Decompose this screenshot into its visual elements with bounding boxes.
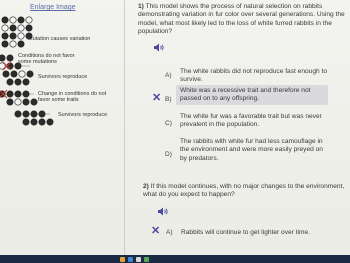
rabbit-dot — [2, 41, 8, 47]
incorrect-x-icon: ✕ — [151, 225, 161, 237]
rabbit-dot — [47, 119, 53, 125]
diagram-label-mutation: Mutation causes variation — [28, 36, 91, 42]
rabbit-dot — [23, 79, 29, 85]
rabbit-dot — [19, 71, 25, 77]
rabbit-dot — [23, 119, 29, 125]
q1-option-b[interactable]: White was a recessive trait and therefore not passed on to any offspring. — [180, 87, 311, 103]
diagram-label-survivors-2: Survivors reproduce — [58, 112, 108, 118]
question-1-text: This model shows the process of natural selection on rabbits demonstrating variation in fur color over several generations. Using the model, what most likely led to the loss of white furred rabbits in the population? — [138, 3, 345, 36]
app-icon[interactable] — [136, 257, 141, 262]
q1-option-d-letter: D) — [165, 151, 172, 158]
rabbit-dot — [18, 25, 24, 31]
rabbit-dot — [31, 99, 37, 105]
rabbit-dot — [2, 17, 8, 23]
rabbit-dot — [11, 71, 17, 77]
rabbit-dot — [18, 17, 24, 23]
rabbit-dot — [23, 99, 29, 105]
rabbit-dot — [26, 17, 32, 23]
diagram-label-conditions: Conditions do not favor some mutations — [18, 53, 75, 65]
question-1 — [138, 3, 346, 37]
rabbit-dot — [23, 111, 29, 117]
q1-option-c-letter: C) — [165, 120, 172, 127]
rabbit-dot — [10, 41, 16, 47]
rabbit-dot — [31, 111, 37, 117]
rabbit-dot — [10, 17, 16, 23]
rabbit-dot — [7, 79, 13, 85]
enlarge-image-link[interactable]: Enlarge Image — [30, 4, 76, 11]
rabbit-population-grid — [0, 17, 53, 125]
q1-option-a-letter: A) — [165, 72, 172, 79]
app-icon[interactable] — [120, 257, 125, 262]
q1-option-a[interactable]: The white rabbits did not reproduce fast enough to survive. — [180, 68, 327, 84]
rabbit-dot — [39, 119, 45, 125]
rabbit-dot — [2, 25, 8, 31]
rabbit-dot — [23, 91, 29, 97]
taskbar — [0, 255, 350, 263]
question-2 — [143, 183, 348, 200]
question-2-text: If this model continues, with no major changes to the environment, what do you expect to happen? — [143, 183, 345, 199]
diagram-label-change: Change in conditions do not favor some traits — [38, 91, 107, 103]
rabbit-dot — [15, 91, 21, 97]
rabbit-dot — [3, 71, 9, 77]
app-icon[interactable] — [144, 257, 149, 262]
column-divider — [124, 0, 125, 255]
rabbit-dot — [7, 91, 13, 97]
q1-option-d[interactable]: The rabbits with white fur had less camouflage in the environment and were more easily preyed on by predators. — [180, 138, 323, 162]
rabbit-dot — [7, 55, 13, 61]
rabbit-dot — [31, 119, 37, 125]
q1-option-c[interactable]: The white fur was a favorable trait but was never prevalent in the population. — [180, 113, 322, 129]
rabbit-dot — [15, 99, 21, 105]
q2-option-a-letter: A) — [166, 229, 173, 236]
question-1-number: 1) — [138, 3, 144, 10]
rabbit-dot — [18, 41, 24, 47]
rabbit-dot — [15, 79, 21, 85]
rabbit-dot — [27, 71, 33, 77]
rabbit-dot — [7, 99, 13, 105]
incorrect-x-icon: ✕ — [152, 92, 162, 104]
rabbit-dot — [10, 25, 16, 31]
rabbit-dot — [2, 33, 8, 39]
rabbit-dot — [0, 55, 5, 61]
rabbit-dot — [10, 33, 16, 39]
rabbit-dot — [26, 25, 32, 31]
rabbit-dot — [18, 33, 24, 39]
q1-option-b-letter: B) — [165, 96, 172, 103]
diagram-label-survivors-1: Survivors reproduce — [38, 74, 88, 80]
speaker-icon[interactable] — [157, 207, 169, 216]
speaker-icon[interactable] — [153, 43, 165, 52]
rabbit-dot — [15, 111, 21, 117]
q2-option-a[interactable]: Rabbits will continue to get lighter over time. — [181, 229, 311, 236]
app-icon[interactable] — [128, 257, 133, 262]
rabbit-dot — [7, 63, 13, 69]
question-2-number: 2) — [143, 183, 149, 190]
rabbit-dot — [39, 111, 45, 117]
